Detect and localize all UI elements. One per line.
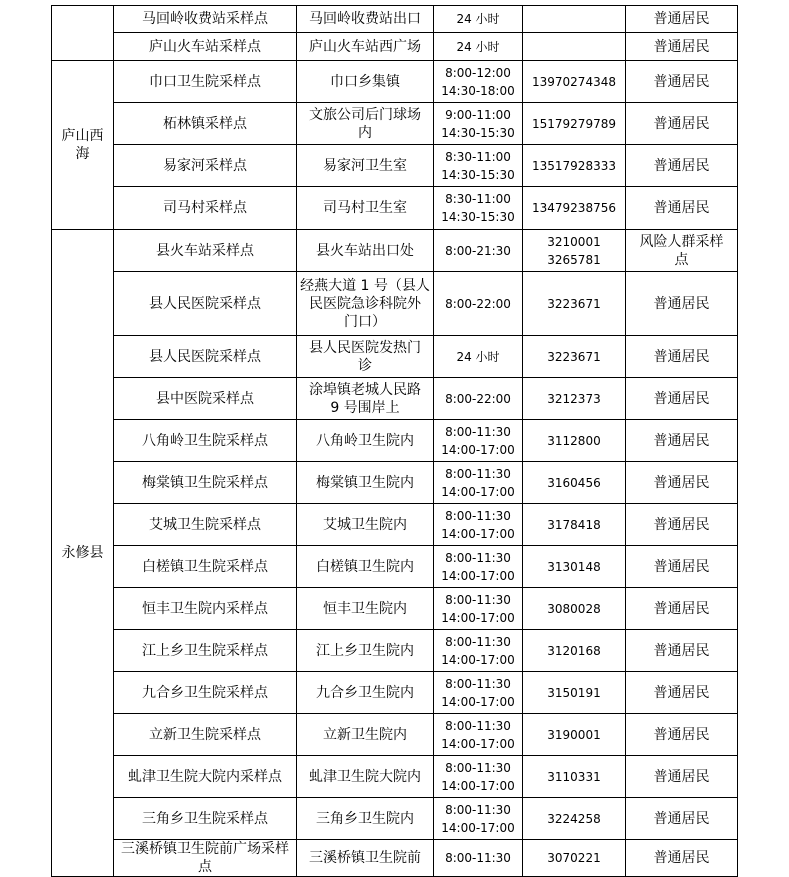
phone-cell: 3210001 3265781 — [523, 230, 626, 272]
hours-cell: 8:30-11:00 14:30-15:30 — [434, 187, 523, 230]
address-cell: 九合乡卫生院内 — [297, 672, 434, 714]
site-name-cell: 司马村采样点 — [114, 187, 297, 230]
address-cell: 江上乡卫生院内 — [297, 630, 434, 672]
hours-cell: 8:00-11:30 14:00-17:00 — [434, 546, 523, 588]
table-row — [52, 272, 738, 336]
site-name-cell: 三角乡卫生院采样点 — [114, 798, 297, 840]
table-row — [52, 187, 738, 230]
phone-cell: 15179279789 — [523, 103, 626, 145]
site-name-cell: 八角岭卫生院采样点 — [114, 420, 297, 462]
hours-cell: 8:00-11:30 14:00-17:00 — [434, 756, 523, 798]
group-cell: 普通居民 — [626, 840, 738, 877]
table-row — [52, 462, 738, 504]
group-cell: 普通居民 — [626, 756, 738, 798]
site-name-cell: 梅棠镇卫生院采样点 — [114, 462, 297, 504]
group-cell: 普通居民 — [626, 187, 738, 230]
site-name-cell: 江上乡卫生院采样点 — [114, 630, 297, 672]
address-cell: 文旅公司后门球场 内 — [297, 103, 434, 145]
address-cell: 三溪桥镇卫生院前 — [297, 840, 434, 877]
table-row — [52, 378, 738, 420]
site-name-cell: 柘林镇采样点 — [114, 103, 297, 145]
group-cell: 普通居民 — [626, 798, 738, 840]
phone-cell: 3224258 — [523, 798, 626, 840]
address-cell: 恒丰卫生院内 — [297, 588, 434, 630]
table-row — [52, 6, 738, 33]
site-name-cell: 白槎镇卫生院采样点 — [114, 546, 297, 588]
group-cell: 普通居民 — [626, 336, 738, 378]
phone-cell: 13517928333 — [523, 145, 626, 187]
address-cell: 马回岭收费站出口 — [297, 6, 434, 33]
group-cell: 普通居民 — [626, 145, 738, 187]
hours-cell: 8:00-11:30 14:00-17:00 — [434, 714, 523, 756]
phone-cell — [523, 6, 626, 33]
site-name-cell: 虬津卫生院大院内采样点 — [114, 756, 297, 798]
phone-cell: 3212373 — [523, 378, 626, 420]
address-cell: 白槎镇卫生院内 — [297, 546, 434, 588]
group-cell: 普通居民 — [626, 33, 738, 61]
region-cell: 庐山西 海 — [52, 61, 114, 230]
table-row — [52, 504, 738, 546]
group-cell: 普通居民 — [626, 378, 738, 420]
address-cell: 易家河卫生室 — [297, 145, 434, 187]
hours-cell: 8:00-11:30 14:00-17:00 — [434, 798, 523, 840]
hours-cell: 9:00-11:00 14:30-15:30 — [434, 103, 523, 145]
region-cell: 永修县 — [52, 230, 114, 877]
group-cell: 普通居民 — [626, 61, 738, 103]
phone-cell: 3160456 — [523, 462, 626, 504]
table-row — [52, 61, 738, 103]
address-cell: 艾城卫生院内 — [297, 504, 434, 546]
address-cell: 庐山火车站西广场 — [297, 33, 434, 61]
sampling-sites-table — [51, 5, 738, 877]
table-row — [52, 714, 738, 756]
site-name-cell: 县中医院采样点 — [114, 378, 297, 420]
phone-cell: 3223671 — [523, 272, 626, 336]
hours-cell: 8:00-11:30 14:00-17:00 — [434, 672, 523, 714]
phone-cell — [523, 33, 626, 61]
table-row — [52, 230, 738, 272]
hours-cell: 8:00-21:30 — [434, 230, 523, 272]
table-row — [52, 336, 738, 378]
hours-cell: 8:30-11:00 14:30-15:30 — [434, 145, 523, 187]
phone-cell: 3112800 — [523, 420, 626, 462]
table-row — [52, 840, 738, 877]
phone-cell: 3110331 — [523, 756, 626, 798]
group-cell: 普通居民 — [626, 6, 738, 33]
site-name-cell: 县人民医院采样点 — [114, 272, 297, 336]
hours-cell: 8:00-11:30 14:00-17:00 — [434, 630, 523, 672]
table-row — [52, 145, 738, 187]
address-cell: 三角乡卫生院内 — [297, 798, 434, 840]
site-name-cell: 三溪桥镇卫生院前广场采样点 — [114, 840, 297, 877]
site-name-cell: 立新卫生院采样点 — [114, 714, 297, 756]
phone-cell: 13479238756 — [523, 187, 626, 230]
address-cell: 立新卫生院内 — [297, 714, 434, 756]
table-row — [52, 672, 738, 714]
phone-cell: 3223671 — [523, 336, 626, 378]
hours-cell: 24 小时 — [434, 33, 523, 61]
site-name-cell: 恒丰卫生院内采样点 — [114, 588, 297, 630]
table-row — [52, 103, 738, 145]
group-cell: 普通居民 — [626, 546, 738, 588]
group-cell: 普通居民 — [626, 272, 738, 336]
hours-cell: 8:00-22:00 — [434, 272, 523, 336]
address-cell: 梅棠镇卫生院内 — [297, 462, 434, 504]
group-cell: 普通居民 — [626, 630, 738, 672]
group-cell: 普通居民 — [626, 103, 738, 145]
address-cell: 涂埠镇老城人民路 9 号围岸上 — [297, 378, 434, 420]
phone-cell: 3130148 — [523, 546, 626, 588]
phone-cell: 3070221 — [523, 840, 626, 877]
site-name-cell: 马回岭收费站采样点 — [114, 6, 297, 33]
phone-cell: 3080028 — [523, 588, 626, 630]
table-row — [52, 756, 738, 798]
table-row — [52, 798, 738, 840]
group-cell: 风险人群采样 点 — [626, 230, 738, 272]
site-name-cell: 巾口卫生院采样点 — [114, 61, 297, 103]
phone-cell: 3178418 — [523, 504, 626, 546]
group-cell: 普通居民 — [626, 504, 738, 546]
hours-cell: 8:00-11:30 14:00-17:00 — [434, 504, 523, 546]
address-cell: 八角岭卫生院内 — [297, 420, 434, 462]
phone-cell: 3190001 — [523, 714, 626, 756]
region-cell-continued — [52, 6, 114, 61]
hours-cell: 8:00-11:30 — [434, 840, 523, 877]
hours-cell: 8:00-22:00 — [434, 378, 523, 420]
table-row — [52, 588, 738, 630]
site-name-cell: 县火车站采样点 — [114, 230, 297, 272]
phone-cell: 3150191 — [523, 672, 626, 714]
table-row — [52, 546, 738, 588]
hours-cell: 24 小时 — [434, 336, 523, 378]
group-cell: 普通居民 — [626, 462, 738, 504]
hours-cell: 8:00-11:30 14:00-17:00 — [434, 420, 523, 462]
hours-cell: 8:00-12:00 14:30-18:00 — [434, 61, 523, 103]
hours-cell: 8:00-11:30 14:00-17:00 — [434, 462, 523, 504]
hours-cell: 8:00-11:30 14:00-17:00 — [434, 588, 523, 630]
table-row — [52, 630, 738, 672]
group-cell: 普通居民 — [626, 672, 738, 714]
group-cell: 普通居民 — [626, 588, 738, 630]
table-body — [52, 6, 738, 877]
address-cell: 司马村卫生室 — [297, 187, 434, 230]
address-cell: 巾口乡集镇 — [297, 61, 434, 103]
group-cell: 普通居民 — [626, 420, 738, 462]
address-cell: 县人民医院发热门 诊 — [297, 336, 434, 378]
site-name-cell: 易家河采样点 — [114, 145, 297, 187]
address-cell: 虬津卫生院大院内 — [297, 756, 434, 798]
phone-cell: 13970274348 — [523, 61, 626, 103]
table-row — [52, 420, 738, 462]
address-cell: 经燕大道 1 号（县人 民医院急诊科院外 门口） — [297, 272, 434, 336]
site-name-cell: 县人民医院采样点 — [114, 336, 297, 378]
address-cell: 县火车站出口处 — [297, 230, 434, 272]
group-cell: 普通居民 — [626, 714, 738, 756]
site-name-cell: 庐山火车站采样点 — [114, 33, 297, 61]
table-row — [52, 33, 738, 61]
site-name-cell: 九合乡卫生院采样点 — [114, 672, 297, 714]
phone-cell: 3120168 — [523, 630, 626, 672]
hours-cell: 24 小时 — [434, 6, 523, 33]
site-name-cell: 艾城卫生院采样点 — [114, 504, 297, 546]
